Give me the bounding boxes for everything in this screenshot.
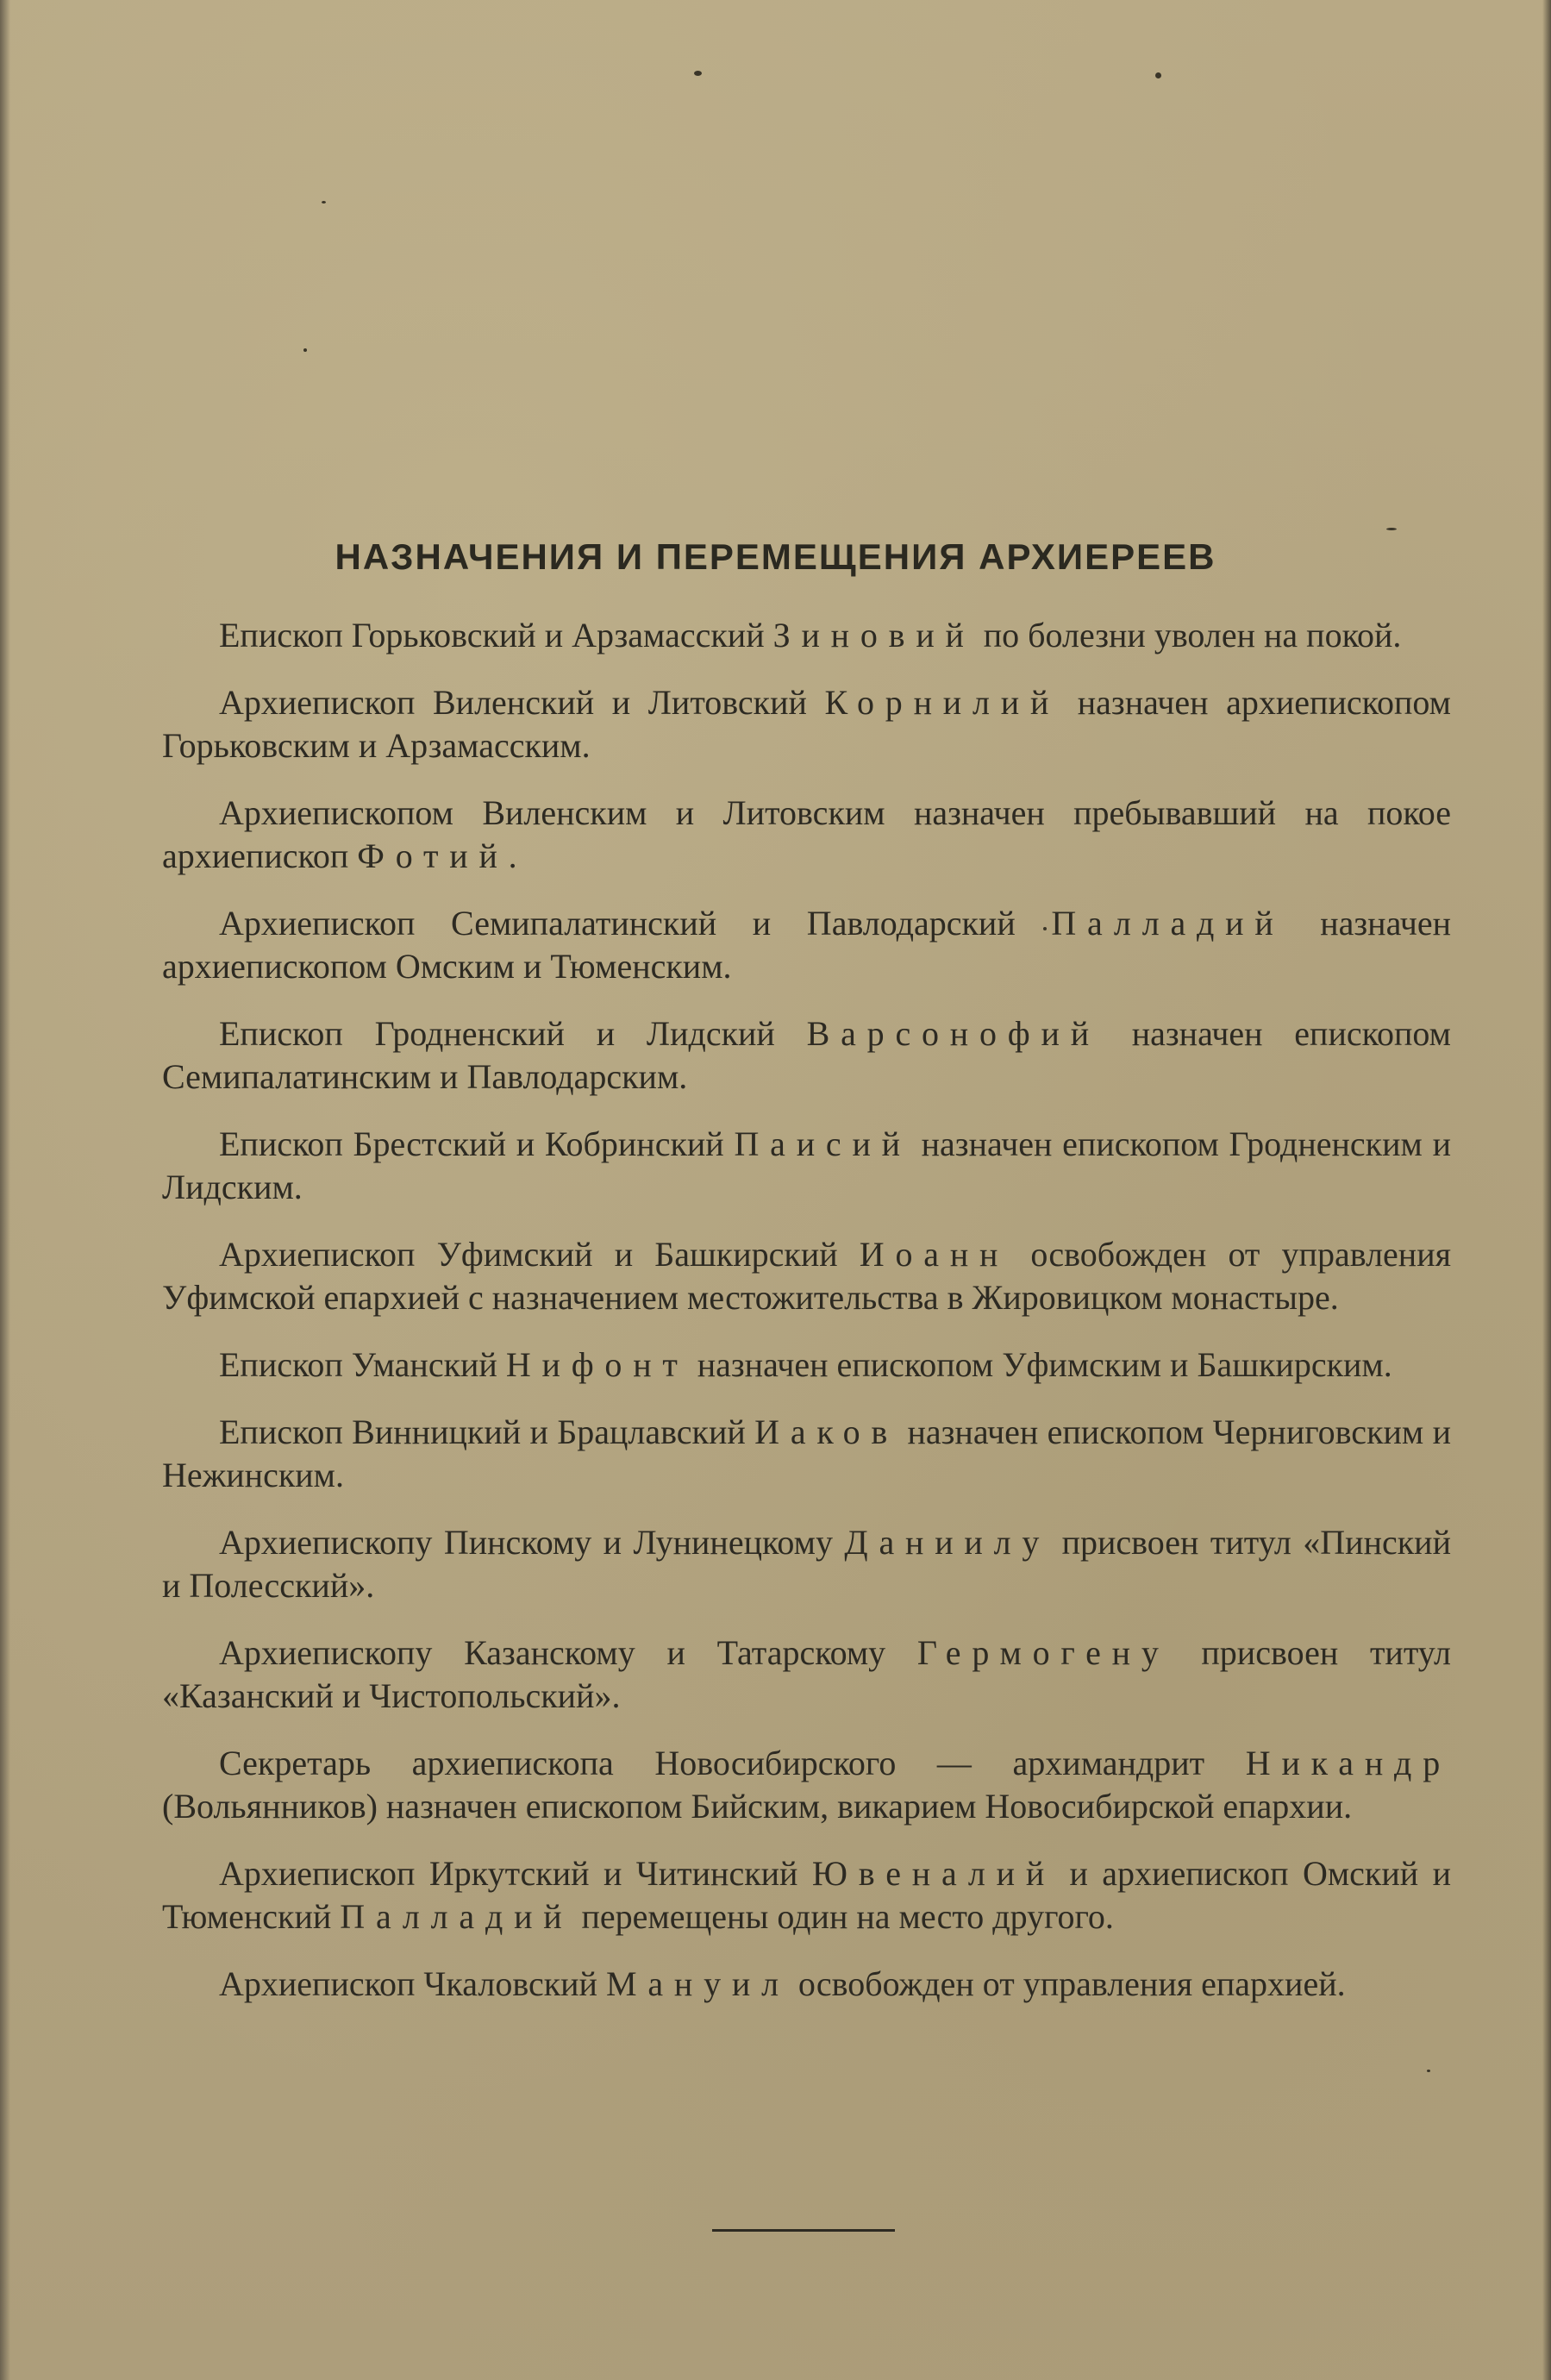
paragraph-text: освобожден от управления епархией. — [789, 1964, 1346, 2003]
paragraph-text: Епископ Уманский — [219, 1345, 506, 1384]
paragraph-text: Епископ Горьковский и Арзамасский — [219, 616, 773, 654]
paragraph — [162, 902, 1451, 988]
paragraph — [162, 614, 1451, 657]
paragraph-text: Епископ Брестский и Кобринский — [219, 1124, 735, 1163]
paragraph-text: присвоен титул «Казанский и Чистопольский». — [162, 1633, 1451, 1715]
paragraph-text: назначен архиепископом Горьковским и Арзамасским. — [162, 683, 1451, 765]
page-edge-left — [0, 0, 10, 2380]
paragraph-text: присвоен титул «Пинский и Полесский». — [162, 1523, 1451, 1605]
paragraph-text: и архиепископ Омский и Тюменский — [162, 1854, 1451, 1936]
paragraph — [162, 1852, 1451, 1938]
person-name: Паисий — [734, 1124, 911, 1163]
paragraph-text: Секретарь архиепископа Новосибирского — архимандрит — [219, 1744, 1246, 1782]
person-name: Палладий — [340, 1897, 573, 1936]
paragraph-text: освобожден от управления Уфимской епархией с назначением местожительства в Жировицком монастыре. — [162, 1235, 1451, 1317]
person-name: Корнилий — [824, 683, 1060, 722]
document-body — [162, 614, 1451, 2030]
paragraph-text: Епископ Гродненский и Лидский — [219, 1014, 807, 1053]
paragraph — [162, 1742, 1451, 1828]
paragraph — [162, 1521, 1451, 1607]
paragraph-text: Архиепископ Виленский и Литовский — [219, 683, 825, 722]
paragraph — [162, 1123, 1451, 1209]
paragraph-text: назначен епископом Уфимским и Башкирским. — [688, 1345, 1392, 1384]
page-edge-right — [1542, 0, 1551, 2380]
paragraph-text: (Вольянников) назначен епископом Бийским, викарием Новосибирской епархии. — [162, 1787, 1353, 1826]
paragraph-text: Архиепископу Казанскому и Татарскому — [219, 1633, 917, 1672]
person-name: Иоанн — [859, 1235, 1010, 1274]
paragraph-text: по болезни уволен на покой. — [974, 616, 1402, 654]
paragraph — [162, 1012, 1451, 1099]
paragraph-text: . — [508, 836, 517, 875]
paragraph-text: Архиепископом Виленским и Литовским назначен пребывавший на покое архиепископ — [162, 793, 1451, 875]
page-title: НАЗНАЧЕНИЯ И ПЕРЕМЕЩЕНИЯ АРХИЕРЕЕВ — [335, 536, 1216, 577]
paper-speck — [303, 348, 307, 352]
paragraph-text: перемещены один на место другого. — [572, 1897, 1114, 1936]
person-name: Даниилу — [844, 1523, 1051, 1562]
paragraph-text: назначен епископом Семипалатинским и Павлодарским. — [162, 1014, 1451, 1096]
paragraph-text: Епископ Винницкий и Брацлавский — [219, 1412, 755, 1451]
person-name: Ювеналий — [811, 1854, 1056, 1893]
person-name: Нифонт — [505, 1345, 689, 1384]
paragraph — [162, 1632, 1451, 1718]
paragraph — [162, 681, 1451, 767]
paragraph-text: назначен епископом Гродненским и Лидским. — [162, 1124, 1451, 1206]
paragraph — [162, 1963, 1451, 2006]
paragraph-text: назначен епископом Черниговским и Нежинским. — [162, 1412, 1451, 1494]
paragraph-text: Архиепископ Иркутский и Читинский — [219, 1854, 812, 1893]
paragraph-text: Архиепископ Уфимский и Башкирский — [219, 1235, 860, 1274]
paper-speck — [694, 71, 702, 76]
person-name: Гермогену — [916, 1633, 1170, 1672]
paper-speck — [322, 201, 326, 204]
paper-speck — [1427, 2070, 1430, 2072]
person-name: Иаков — [754, 1412, 899, 1451]
person-name: Варсонофий — [806, 1014, 1100, 1053]
person-name: Мануил — [605, 1964, 790, 2003]
person-name: Палладий — [1051, 904, 1285, 943]
closing-rule — [712, 2229, 895, 2232]
paragraph — [162, 792, 1451, 878]
paragraph — [162, 1411, 1451, 1497]
paper-speck — [1155, 72, 1161, 78]
paragraph-text: Архиепископ Семипалатинский и Павлодарский — [219, 904, 1052, 943]
paragraph-text: Архиепископ Чкаловский — [219, 1964, 606, 2003]
paragraph-text: Архиепископу Пинскому и Лунинецкому — [219, 1523, 845, 1562]
paragraph — [162, 1233, 1451, 1319]
person-name: Зиновий — [772, 616, 975, 654]
paragraph-text: назначен архиепископом Омским и Тюменским. — [162, 904, 1451, 986]
paragraph — [162, 1343, 1451, 1387]
person-name: Фотий — [357, 836, 509, 875]
paper-speck — [1386, 528, 1397, 530]
person-name: Никандр — [1245, 1744, 1451, 1782]
